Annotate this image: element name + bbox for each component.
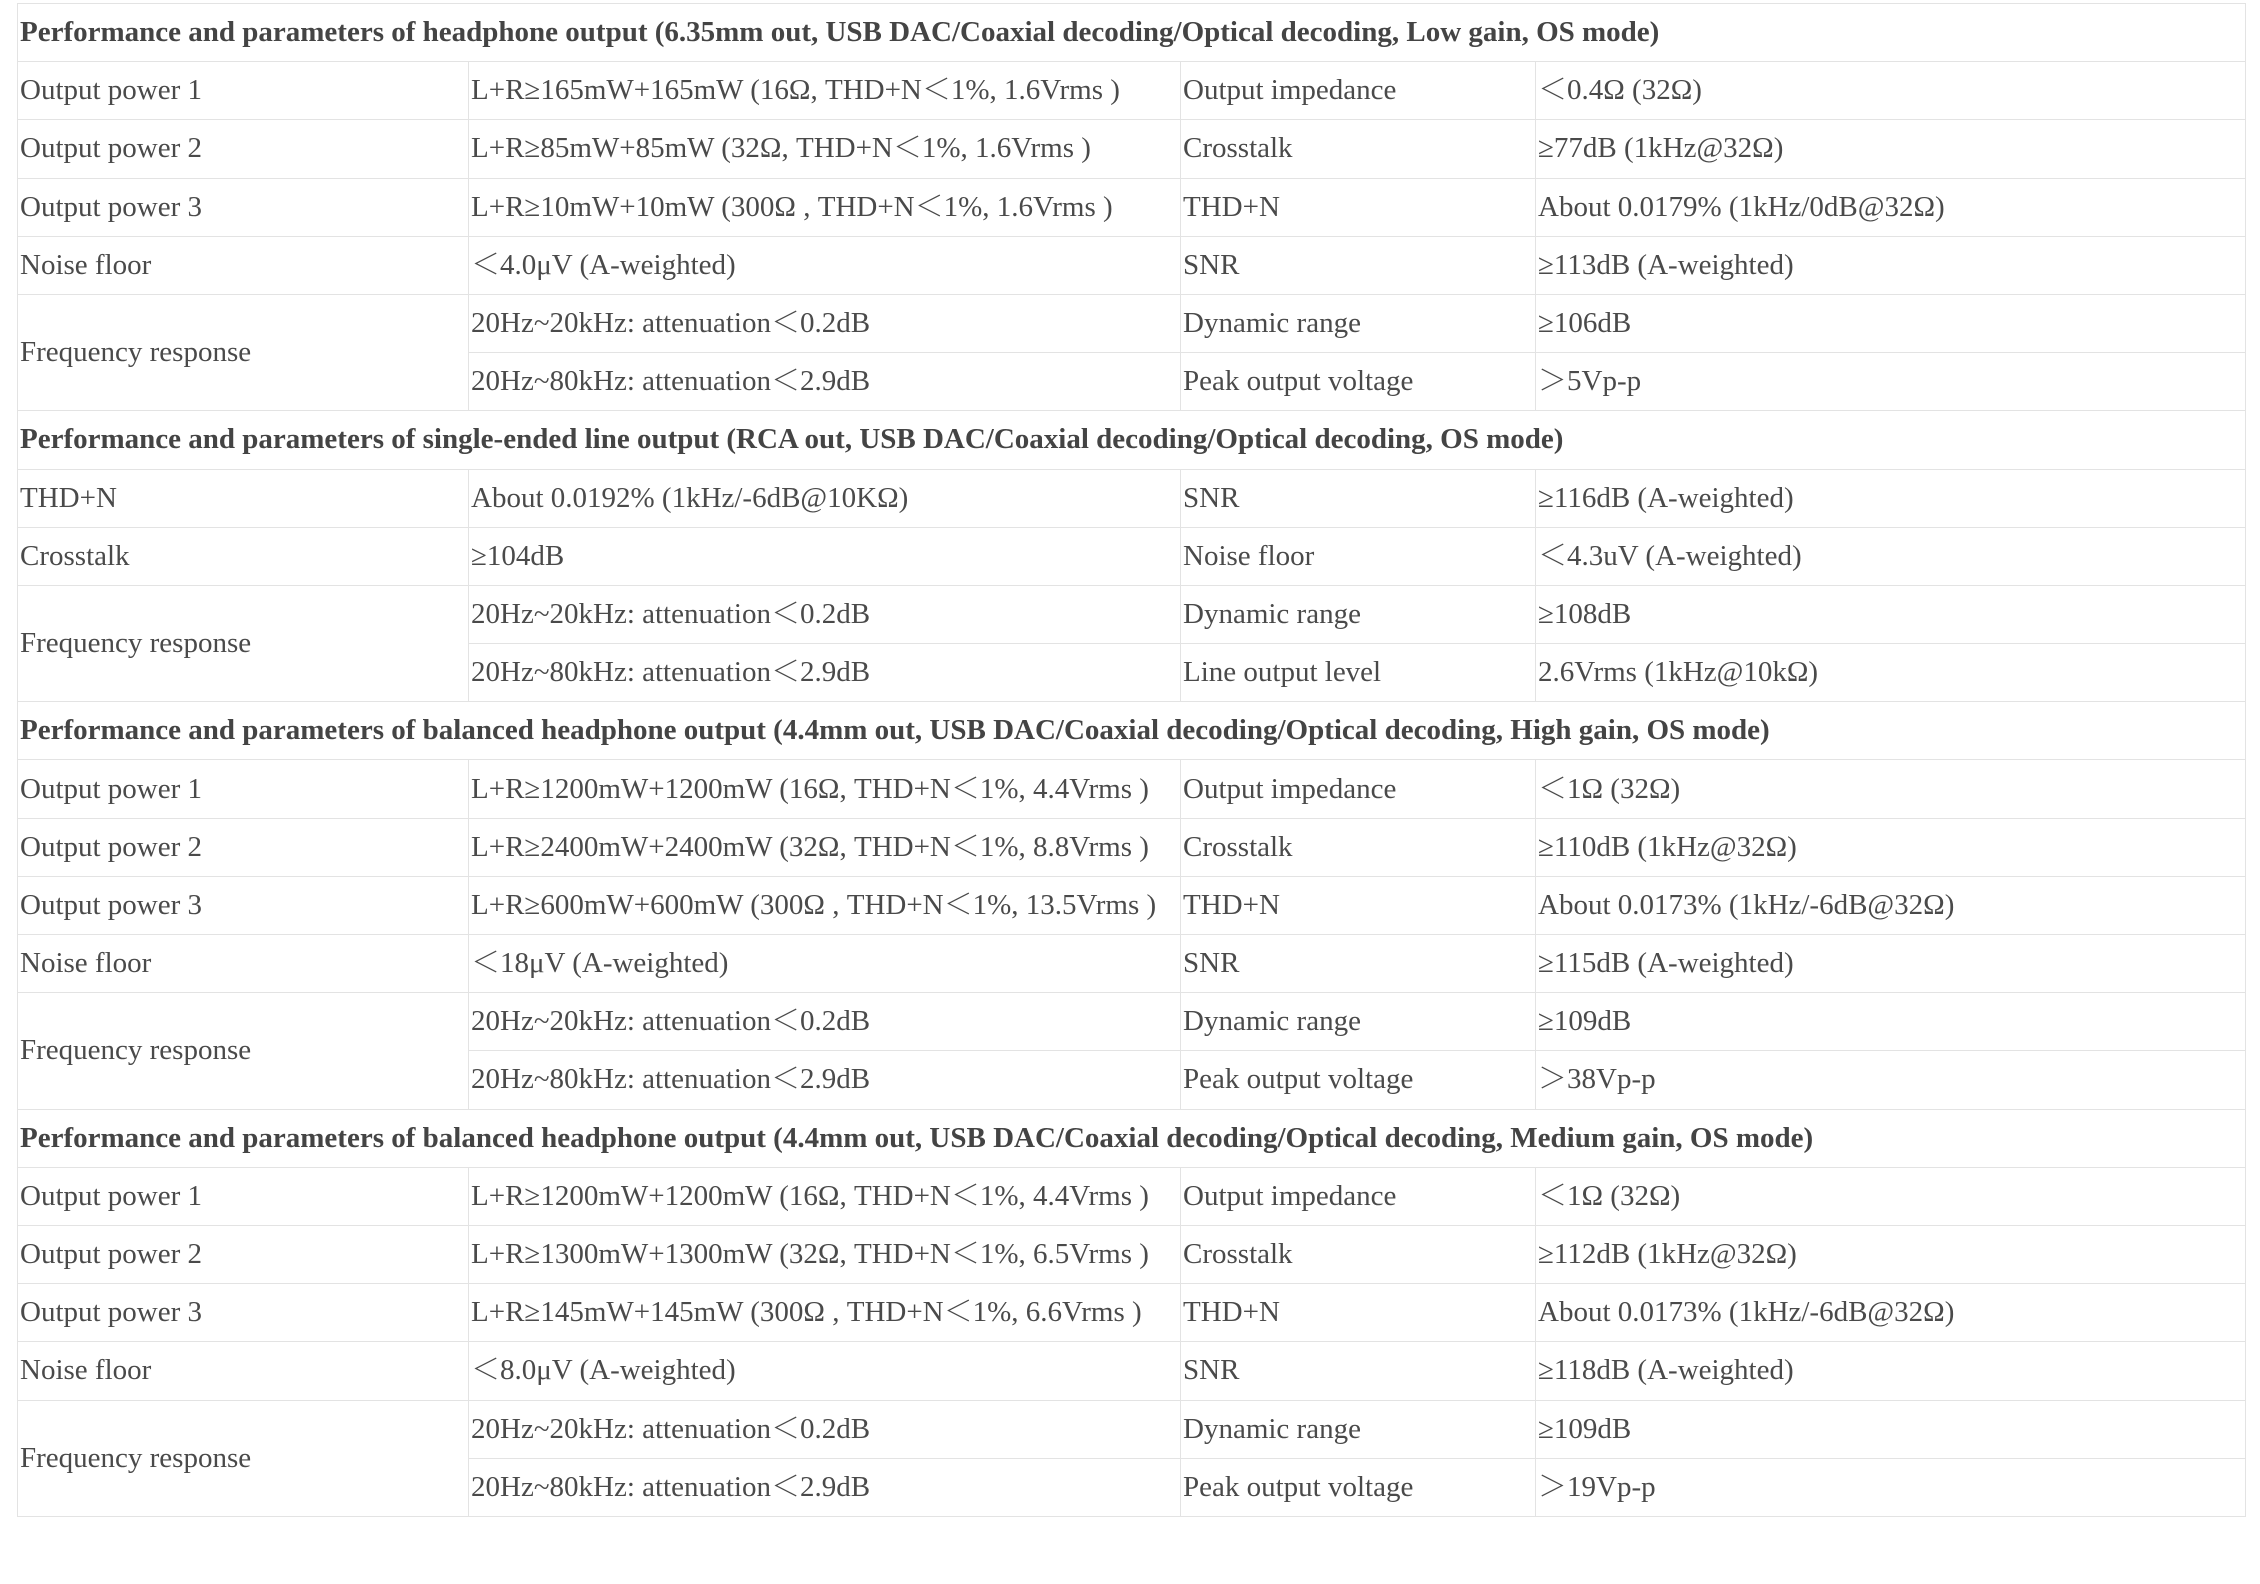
param-label: THD+N	[1181, 178, 1536, 236]
table-row	[18, 760, 2246, 818]
section-title: Performance and parameters of balanced headphone output (4.4mm out, USB DAC/Coaxial decoding/Optical decoding, Medium gain, OS mode)	[18, 1109, 2246, 1167]
table-row	[18, 876, 2246, 934]
param-label: Output power 1	[18, 760, 469, 818]
param-label: Output impedance	[1181, 1167, 1536, 1225]
section-title: Performance and parameters of balanced headphone output (4.4mm out, USB DAC/Coaxial decoding/Optical decoding, High gain, OS mode)	[18, 702, 2246, 760]
frequency-response-label: Frequency response	[18, 1400, 469, 1516]
param-value: L+R≥85mW+85mW (32Ω, THD+N＜1%, 1.6Vrms )	[469, 120, 1181, 178]
param-label: SNR	[1181, 1342, 1536, 1400]
table-row	[18, 469, 2246, 527]
frequency-response-label: Frequency response	[18, 294, 469, 410]
param-value: ≥110dB (1kHz@32Ω)	[1536, 818, 2246, 876]
param-value: About 0.0192% (1kHz/-6dB@10KΩ)	[469, 469, 1181, 527]
param-value: L+R≥145mW+145mW (300Ω , THD+N＜1%, 6.6Vrms )	[469, 1284, 1181, 1342]
table-row	[18, 935, 2246, 993]
param-value: ＞19Vp-p	[1536, 1458, 2246, 1516]
param-value: ≥104dB	[469, 527, 1181, 585]
param-label: Noise floor	[18, 236, 469, 294]
table-row	[18, 1284, 2246, 1342]
param-label: Dynamic range	[1181, 585, 1536, 643]
param-label: Output power 3	[18, 1284, 469, 1342]
table-row	[18, 1342, 2246, 1400]
param-value: ≥112dB (1kHz@32Ω)	[1536, 1225, 2246, 1283]
param-value: ≥118dB (A-weighted)	[1536, 1342, 2246, 1400]
section-header-row	[18, 1109, 2246, 1167]
frequency-response-row	[18, 1400, 2246, 1458]
frequency-range-value: 20Hz~20kHz: attenuation＜0.2dB	[469, 585, 1181, 643]
table-row	[18, 1167, 2246, 1225]
section-title: Performance and parameters of single-ended line output (RCA out, USB DAC/Coaxial decoding/Optical decoding, OS mode)	[18, 411, 2246, 469]
param-value: ＜1Ω (32Ω)	[1536, 1167, 2246, 1225]
param-value: ≥113dB (A-weighted)	[1536, 236, 2246, 294]
section-title: Performance and parameters of headphone output (6.35mm out, USB DAC/Coaxial decoding/Optical decoding, Low gain, OS mode)	[18, 4, 2246, 62]
param-value: ＞5Vp-p	[1536, 353, 2246, 411]
param-label: Peak output voltage	[1181, 353, 1536, 411]
param-label: Output power 3	[18, 178, 469, 236]
param-label: Dynamic range	[1181, 1400, 1536, 1458]
frequency-range-value: 20Hz~80kHz: attenuation＜2.9dB	[469, 353, 1181, 411]
param-label: THD+N	[1181, 876, 1536, 934]
param-value: L+R≥1200mW+1200mW (16Ω, THD+N＜1%, 4.4Vrms )	[469, 760, 1181, 818]
spec-table-body	[18, 4, 2246, 1517]
param-value: ＜4.0μV (A-weighted)	[469, 236, 1181, 294]
param-value: About 0.0173% (1kHz/-6dB@32Ω)	[1536, 876, 2246, 934]
table-row	[18, 818, 2246, 876]
param-value: ＞38Vp-p	[1536, 1051, 2246, 1109]
param-value: ＜1Ω (32Ω)	[1536, 760, 2246, 818]
table-row	[18, 527, 2246, 585]
param-value: L+R≥2400mW+2400mW (32Ω, THD+N＜1%, 8.8Vrms )	[469, 818, 1181, 876]
param-label: Peak output voltage	[1181, 1458, 1536, 1516]
param-label: Output power 2	[18, 120, 469, 178]
table-row	[18, 236, 2246, 294]
frequency-range-value: 20Hz~20kHz: attenuation＜0.2dB	[469, 993, 1181, 1051]
frequency-range-value: 20Hz~80kHz: attenuation＜2.9dB	[469, 1051, 1181, 1109]
frequency-response-label: Frequency response	[18, 585, 469, 701]
param-label: Noise floor	[18, 935, 469, 993]
table-row	[18, 1225, 2246, 1283]
param-value: About 0.0179% (1kHz/0dB@32Ω)	[1536, 178, 2246, 236]
frequency-response-row	[18, 993, 2246, 1051]
section-header-row	[18, 702, 2246, 760]
table-row	[18, 178, 2246, 236]
section-header-row	[18, 411, 2246, 469]
table-row	[18, 120, 2246, 178]
param-label: SNR	[1181, 236, 1536, 294]
param-label: Crosstalk	[18, 527, 469, 585]
frequency-range-value: 20Hz~80kHz: attenuation＜2.9dB	[469, 1458, 1181, 1516]
param-label: Crosstalk	[1181, 818, 1536, 876]
frequency-response-row	[18, 585, 2246, 643]
frequency-range-value: 20Hz~80kHz: attenuation＜2.9dB	[469, 644, 1181, 702]
param-label: Output power 3	[18, 876, 469, 934]
param-label: SNR	[1181, 469, 1536, 527]
param-label: Crosstalk	[1181, 1225, 1536, 1283]
param-value: ≥106dB	[1536, 294, 2246, 352]
param-label: Crosstalk	[1181, 120, 1536, 178]
section-header-row	[18, 4, 2246, 62]
param-value: ＜8.0μV (A-weighted)	[469, 1342, 1181, 1400]
param-label: Output power 2	[18, 1225, 469, 1283]
table-row	[18, 62, 2246, 120]
param-value: ≥115dB (A-weighted)	[1536, 935, 2246, 993]
param-value: ＜4.3uV (A-weighted)	[1536, 527, 2246, 585]
frequency-range-value: 20Hz~20kHz: attenuation＜0.2dB	[469, 1400, 1181, 1458]
param-value: ≥109dB	[1536, 993, 2246, 1051]
param-value: L+R≥1300mW+1300mW (32Ω, THD+N＜1%, 6.5Vrms )	[469, 1225, 1181, 1283]
frequency-response-row	[18, 294, 2246, 352]
param-value: ＜0.4Ω (32Ω)	[1536, 62, 2246, 120]
param-label: SNR	[1181, 935, 1536, 993]
param-value: 2.6Vrms (1kHz@10kΩ)	[1536, 644, 2246, 702]
param-label: Dynamic range	[1181, 294, 1536, 352]
param-value: L+R≥1200mW+1200mW (16Ω, THD+N＜1%, 4.4Vrms )	[469, 1167, 1181, 1225]
param-value: L+R≥10mW+10mW (300Ω , THD+N＜1%, 1.6Vrms )	[469, 178, 1181, 236]
frequency-range-value: 20Hz~20kHz: attenuation＜0.2dB	[469, 294, 1181, 352]
param-value: ≥77dB (1kHz@32Ω)	[1536, 120, 2246, 178]
param-label: Output power 1	[18, 1167, 469, 1225]
param-label: Output impedance	[1181, 760, 1536, 818]
param-label: Noise floor	[18, 1342, 469, 1400]
param-label: THD+N	[18, 469, 469, 527]
param-value: About 0.0173% (1kHz/-6dB@32Ω)	[1536, 1284, 2246, 1342]
spec-table	[17, 3, 2246, 1517]
param-value: ≥109dB	[1536, 1400, 2246, 1458]
param-value: ≥108dB	[1536, 585, 2246, 643]
param-label: Line output level	[1181, 644, 1536, 702]
frequency-response-label: Frequency response	[18, 993, 469, 1109]
param-value: L+R≥165mW+165mW (16Ω, THD+N＜1%, 1.6Vrms )	[469, 62, 1181, 120]
param-label: Peak output voltage	[1181, 1051, 1536, 1109]
param-label: THD+N	[1181, 1284, 1536, 1342]
param-label: Dynamic range	[1181, 993, 1536, 1051]
param-label: Noise floor	[1181, 527, 1536, 585]
param-label: Output impedance	[1181, 62, 1536, 120]
param-label: Output power 1	[18, 62, 469, 120]
param-label: Output power 2	[18, 818, 469, 876]
param-value: ＜18μV (A-weighted)	[469, 935, 1181, 993]
param-value: ≥116dB (A-weighted)	[1536, 469, 2246, 527]
param-value: L+R≥600mW+600mW (300Ω , THD+N＜1%, 13.5Vrms )	[469, 876, 1181, 934]
